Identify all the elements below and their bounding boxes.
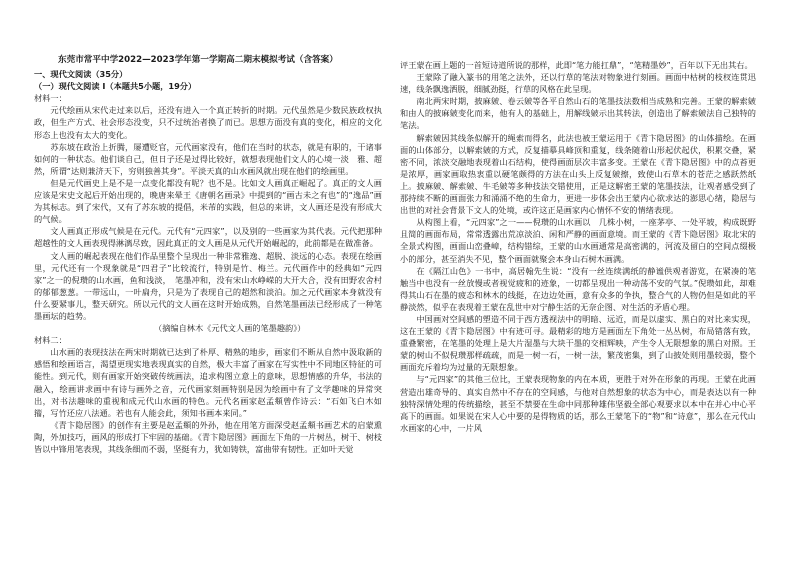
right-column — [400, 59, 756, 434]
paragraph: 王蒙除了融入篆书的用笔之法外，还以行草的笔法对物象进行刻画。画面中枯树的枝杈连贯迅速，线条飘逸洒脱，细腻劲挺，行草的风格在此呈现。 — [400, 72, 756, 95]
paragraph: 中国画对空间感的塑造不同于西方透视法中的明暗、远近，而是以虚实、黑白的对比来实现，这在王蒙的《青卞隐居图》中有迹可寻。最精彩的地方是画面左下角处一丛丛树，布局错落有致，重叠繁密，在笔墨的处理上是大片湿墨与大块干墨的交相辉映，产生令人无限想象的黑白对照。王蒙的树山不似倪瓒那样疏疏，而是一树一石，一树一法，繁茂密集，到了山披处则用墨较弱，整个画面充斥着均为过量的无限想象。 — [400, 313, 756, 373]
left-column — [34, 54, 382, 455]
paragraph: 但是元代画史上是不是一点变化都没有呢？也不是。比如文人画真正崛起了。真正的文人画应该是宋史文起后开始出现的，晚唐来晕王《唐朝名画录》中提到的“画古未之有也”的“逸品”画为其标志。到了宋代，又有了苏东坡的提倡，米芾的实践，但总的来讲，文人画还是没有形成大的气候。 — [34, 177, 382, 225]
paragraph: 南北两宋时期，披麻皴、卷云皴等各平自然山石的笔墨技法数相当成熟和完善。王蒙的解索皴和由人的披麻皴变化而来，他有人的基础上，用解线皴示出其转法，创造出了解索皴法自己独特的笔法。 — [400, 96, 756, 131]
paragraph: 解索皴因其线条似解开的绳索而得名，此法也被王蒙运用于《青卞隐居图》的山体描绘。在画面的山体部分，以解索皴的方式，反复描摹具峰顶和重复，线条随着山形起伏起伏，积累交叠，紧密不同，浓淡交融地表现着山石结构，使得画面层次丰富多变。王蒙在《青卞隐居图》中的点苔更是浓厚，画家画取热衷重以硬笔颇得的方法在山头上反复皴擦，致使山石草木的苍茫之感跃然纸上。披麻皴、解索皴、牛毛皴等多种技法交错使用，正是这解密王蒙的笔墨技法，让观者感受到了那持续不断的画面张力和涌涌不绝的生命力，更进一步体会出王蒙内心欲求达的澎思心绪，隐居与出世的对社会背景下文人的处境，或许这正是画家内心情怀不安的情绪表现。 — [400, 132, 756, 216]
paragraph: 山水画的表现技法在两宋时期就已达到了朴厚、精熟的地步，画家们不断从自然中汲取新的感悟和绘画语言，渴望更现实地表现真实的自然，极大丰富了画家在写实性中不同地区特征的可能性。到元代，则有画家开始突破传统画法，追求构图立意上的意味，思想情感的升华，书法的融入，绘画讲求画中有诗与画外之音，元代画家刻画特别是因为绘画中有了文学趣味的异常突出，对书法趣味的重视和成元代山水画的特色。元代名画家赵孟頫曾作诗云：“石如飞白木如籀，写竹还应八法通。若也有人能会此，须知书画本来同。” — [34, 347, 382, 418]
paragraph: 从构图上看，“元四家”之一——倪瓒的山水画以 几株小树，一座茅亭、一处平坡，构成既野且简的画面布局，常常透露出荒凉淡泊、闲和严静的画面意境。而王蒙的《青卞隐居图》取北宋的全景式构图，画面山峦叠嶂，结构错综，王蒙的山水画通常是高密满的，河流及留白的空间点缀极小的部分，甚至消失不见，整个画面就聚会本身山石树木画满。 — [400, 217, 756, 264]
material-1-label: 材料一： — [34, 93, 67, 104]
paragraph: 在《隔江山色》一书中，高居翰先生说：“没有一丝连续满纸的静谧供观者游览，在紧凑的笔触当中也没有一丝放慢或者视觉疲和的迹象，一切都呈现出一种动荡不安的气氛。”倪瓒如此，却难得其山石在墨的疲态和林木的线挺，在边边处画，意有众多的争执，整合气的人物仍但是如此的平静淡然，似乎在表现着王蒙在乱世中对宁静生活的无奈企图、对生活的矛盾心理。 — [400, 265, 756, 312]
material-2-label: 材料二： — [34, 335, 67, 346]
paragraph: 《青卞隐居图》的创作有主要是赵孟頫的外孙，他在用笔方面深受赵孟頫书画艺术的启蒙熏陶，外加技巧，画风的形成打下牢固的基础。《青卞隐居图》画面左下角的一片树丛，树干、树枝皆以中锋用笔表现，其线条细而不弱，坚挺有力，犹如铸铁，富曲带有韧性。正如叶天觉 — [34, 419, 382, 454]
exam-title: 东莞市常平中学2022—2023学年第一学期高二期末模拟考试（含答案） — [58, 55, 338, 65]
paragraph: 文人画真正形成气候是在元代。元代有“元四家”，以及别的一些画家为其代表。元代把那种超越性的文人画表现得淋漓尽致，因此真正的文人画是从元代开始崛起的，此前都是在做准备。 — [34, 226, 382, 249]
paragraph: 文人画的崛起表现在他们作品里整个呈现出一种非常雅逸、超脱、淡远的心态。表现在绘画里，元代还有一个现象就是“四君子”比较流行，特别是竹、梅兰。元代画作中的经典如“元四家”之一的倪瓒的山水画，鱼和浅淡， 笔墨冲和，没有宋山水峥嵘的大开大合，没有田野农舍村的郁郁葱葱。一带远山，一叶扁舟，只是为了表现自己的超然和淡泊。加之元代画家本身就没有什么要紧事儿，整天研究。所以元代的文人画在这时开始成熟，自然笔墨画法已经形成了一种笔墨画坛的趋势。 — [34, 250, 382, 321]
subsection-heading: （一）现代文阅读 I（本题共5小题，19分） — [34, 81, 197, 92]
paragraph: 元代绘画从宋代走过来以后，还没有进入一个真正转折的时期。元代虽然是少数民族政权执政，但生产方式、社会形态没变，只不过统治者换了而已。思想方面没有真的变化，相应的文化形态上也没有太大的变化。 — [34, 105, 382, 140]
paragraph: 与“元四家”的其他三位比，王蒙表现物象的内在本质，更胜于对外在形象的再现。王蒙在此画营造出雄奇导的、真实自然中不存在的空间感，与他对自然想象的状态为中心，而是表达以有一种独特深情处理的传统描绘，甚至不禁要在生命中同那种雄伟坚毅全部心观要求以本中在并心中心平高下的画面。如果说在宋人心中要的是得物质的话，那么王蒙笔下的“物”和“诗意”，那么在元代山水画家的心中，一片风 — [400, 374, 756, 433]
source-citation: （摘编自林木《元代文人画的笔墨趣韵》） — [154, 323, 306, 334]
paragraph: 苏东坡在政治上折腾，屡遭贬官，元代画家没有，他们在当时的状态，就是有职的，干诸事如何的一种状态。他们谈自己，但日子还是过得比较好，就想表现他们文人的心境一淡 雅、超然，所谓“达则兼济天下，穷则独善其身”。平淡天真的山水画风就出现在他们的绘画里。 — [34, 141, 382, 176]
paragraph: 评王蒙在画上题的一首短诗道所说的那样，此即“笔力能扛鼎”，“笔精墨妙”，百年以下无出其右。 — [400, 60, 753, 70]
section-heading: 一、现代文阅读（35分） — [34, 69, 128, 80]
